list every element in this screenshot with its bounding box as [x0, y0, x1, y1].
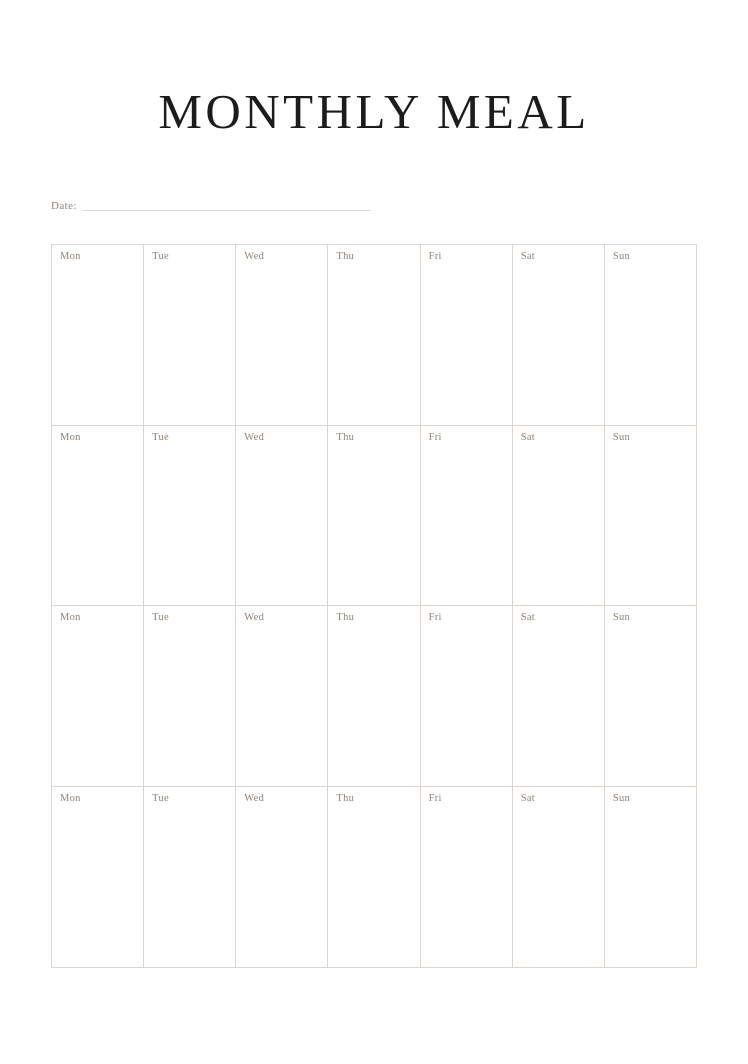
day-label: Mon [60, 612, 81, 623]
day-label: Sat [520, 793, 536, 804]
day-label: Sat [520, 432, 536, 443]
day-cell-wed-week3[interactable] [236, 606, 328, 787]
day-cell-wed-week4[interactable] [236, 787, 328, 968]
date-label: Date: [51, 200, 77, 212]
day-label: Thu [336, 432, 355, 443]
day-cell-wed-week1[interactable] [236, 245, 328, 426]
day-label: Sat [520, 612, 536, 623]
day-cell-sat-week3[interactable] [513, 606, 605, 787]
date-input-line[interactable] [83, 210, 371, 211]
day-label: Sun [612, 793, 631, 804]
day-cell-sat-week4[interactable] [513, 787, 605, 968]
day-label: Tue [152, 793, 169, 804]
day-label: Thu [336, 612, 355, 623]
day-label: Wed [244, 251, 265, 262]
calendar-grid [51, 244, 697, 968]
day-label: Wed [244, 432, 265, 443]
day-label: Sun [612, 432, 631, 443]
day-cell-mon-week4[interactable] [52, 787, 144, 968]
day-cell-fri-week3[interactable] [421, 606, 513, 787]
day-cell-sat-week2[interactable] [513, 426, 605, 606]
day-cell-thu-week4[interactable] [328, 787, 420, 968]
page-title: MONTHLY MEAL [158, 83, 590, 139]
day-label: Fri [428, 612, 442, 623]
day-label: Fri [428, 432, 442, 443]
day-label: Sat [520, 251, 536, 262]
day-cell-sun-week1[interactable] [605, 245, 697, 426]
day-cell-thu-week2[interactable] [328, 426, 420, 606]
day-cell-thu-week3[interactable] [328, 606, 420, 787]
calendar-week-row [52, 787, 697, 968]
day-cell-sun-week3[interactable] [605, 606, 697, 787]
calendar-week-row [52, 245, 697, 426]
day-label: Mon [60, 793, 81, 804]
day-cell-sun-week4[interactable] [605, 787, 697, 968]
day-cell-fri-week2[interactable] [421, 426, 513, 606]
day-cell-wed-week2[interactable] [236, 426, 328, 606]
day-cell-fri-week4[interactable] [421, 787, 513, 968]
day-label: Sun [612, 251, 631, 262]
day-label: Thu [336, 251, 355, 262]
day-label: Tue [152, 251, 169, 262]
day-label: Tue [152, 432, 169, 443]
day-cell-thu-week1[interactable] [328, 245, 420, 426]
date-field-row [51, 200, 371, 214]
day-label: Tue [152, 612, 169, 623]
day-label: Mon [60, 251, 81, 262]
calendar-week-row [52, 606, 697, 787]
day-cell-fri-week1[interactable] [421, 245, 513, 426]
day-cell-tue-week4[interactable] [144, 787, 236, 968]
day-label: Thu [336, 793, 355, 804]
day-label: Mon [60, 432, 81, 443]
calendar-week-row [52, 426, 697, 606]
day-cell-mon-week3[interactable] [52, 606, 144, 787]
day-cell-mon-week2[interactable] [52, 426, 144, 606]
day-cell-tue-week2[interactable] [144, 426, 236, 606]
day-label: Sun [612, 612, 631, 623]
day-label: Fri [428, 251, 442, 262]
day-label: Wed [244, 612, 265, 623]
day-cell-tue-week3[interactable] [144, 606, 236, 787]
day-label: Fri [428, 793, 442, 804]
day-label: Wed [244, 793, 265, 804]
day-cell-sun-week2[interactable] [605, 426, 697, 606]
day-cell-sat-week1[interactable] [513, 245, 605, 426]
day-cell-tue-week1[interactable] [144, 245, 236, 426]
day-cell-mon-week1[interactable] [52, 245, 144, 426]
